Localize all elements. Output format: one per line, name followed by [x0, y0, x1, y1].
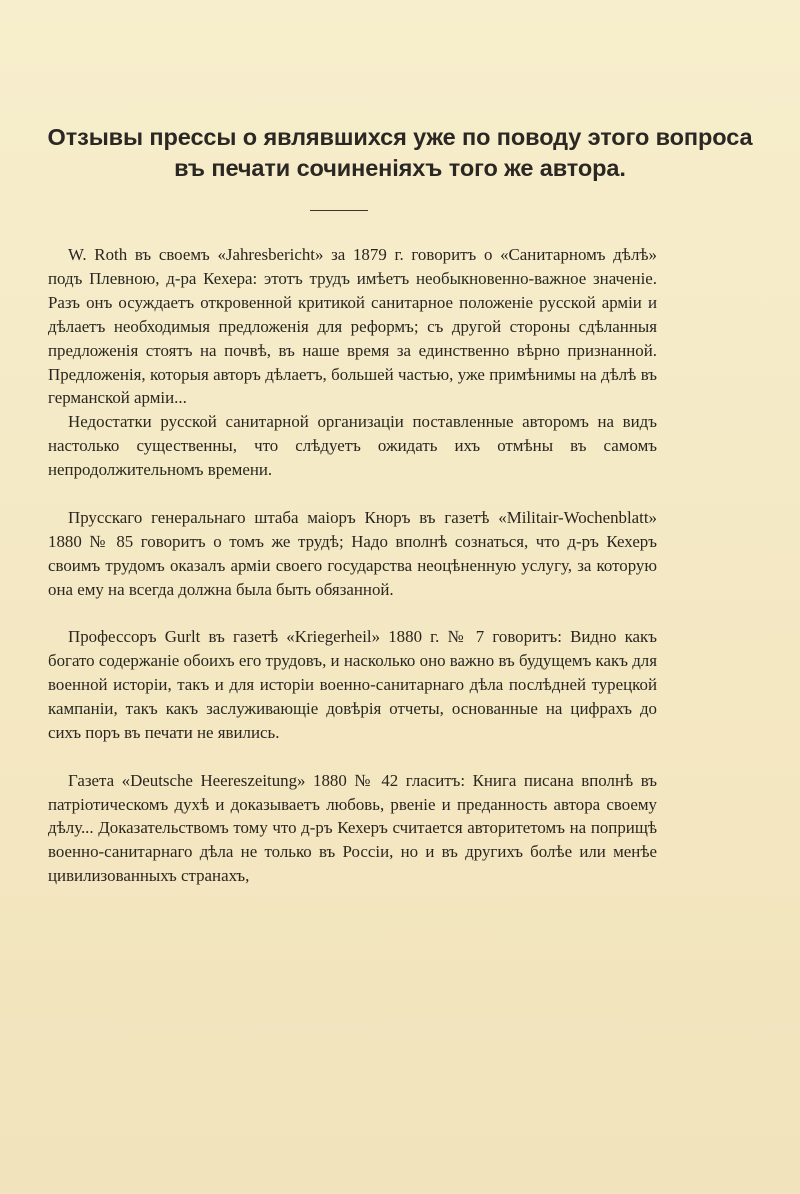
paragraph-shortcomings: Недостатки русской санитарной организаціи поставленные авторомъ на видъ настолько существенны, что слѣдуетъ ожидать ихъ отмѣны въ самомъ непродолжительномъ времени. [48, 412, 657, 480]
paragraph-heereszeitung: Газета «Deutsche Heereszeitung» 1880 № 42 гласитъ: Книга писана вполнѣ въ патріотическомъ духѣ и доказываетъ любовь, рвеніе и преданность автора своему дѣлу... Доказательствомъ тому что д-ръ Кехеръ считается авторитетомъ на поприщѣ военно-санитарнаго дѣла не только въ Россіи, но и въ другихъ болѣе или менѣе цивилизованныхъ странахъ, [48, 770, 657, 886]
paragraph-knorr: Прусскаго генеральнаго штаба маіоръ Кноръ въ газетѣ «Militair-Wochenblatt» 1880 № 85 говоритъ о томъ же трудѣ; Надо вполнѣ сознаться, что д-ръ Кехеръ своимъ трудомъ оказалъ арміи своего государства неоцѣненную услугу, за которую она ему на всегда должна была быть обязанной. [48, 507, 657, 599]
title-divider [310, 210, 368, 211]
review-text [48, 243, 657, 888]
paragraph-gurlt: Профессоръ Gurlt въ газетѣ «Kriegerheil» 1880 г. № 7 говоритъ: Видно какъ богато содержаніе обоихъ его трудовъ, и насколько оно важно въ будущемъ какъ для военной исторіи, такъ и для исторіи военно-санитарнаго дѣла послѣдней турецкой кампаніи, такъ какъ заслуживающіе довѣрія отчеты, основанные на цифрахъ до сихъ поръ въ печати не явились. [48, 627, 657, 742]
title-line-1: Отзывы прессы о являвшихся уже по поводу этого вопроса [47, 124, 753, 150]
page-title [0, 122, 800, 184]
title-line-2: въ печати сочиненіяхъ того же автора. [174, 155, 626, 181]
paragraph-roth: W. Roth въ своемъ «Jahresbericht» за 1879 г. говоритъ о «Санитарномъ дѣлѣ» подъ Плевною, д-ра Кехера: этотъ трудъ имѣетъ необыкновенно-важное значеніе. Разъ онъ осуждаетъ откровенной критикой санитарное положеніе русской арміи и дѣлаетъ необходимыя предложенія для реформъ; съ другой стороны сдѣланныя предложенія стоятъ на почвѣ, въ наше время за единственно вѣрно признанной. Предложенія, которыя авторъ дѣлаетъ, большей частью, уже примѣнимы на дѣлѣ въ германской арміи... [48, 245, 657, 408]
